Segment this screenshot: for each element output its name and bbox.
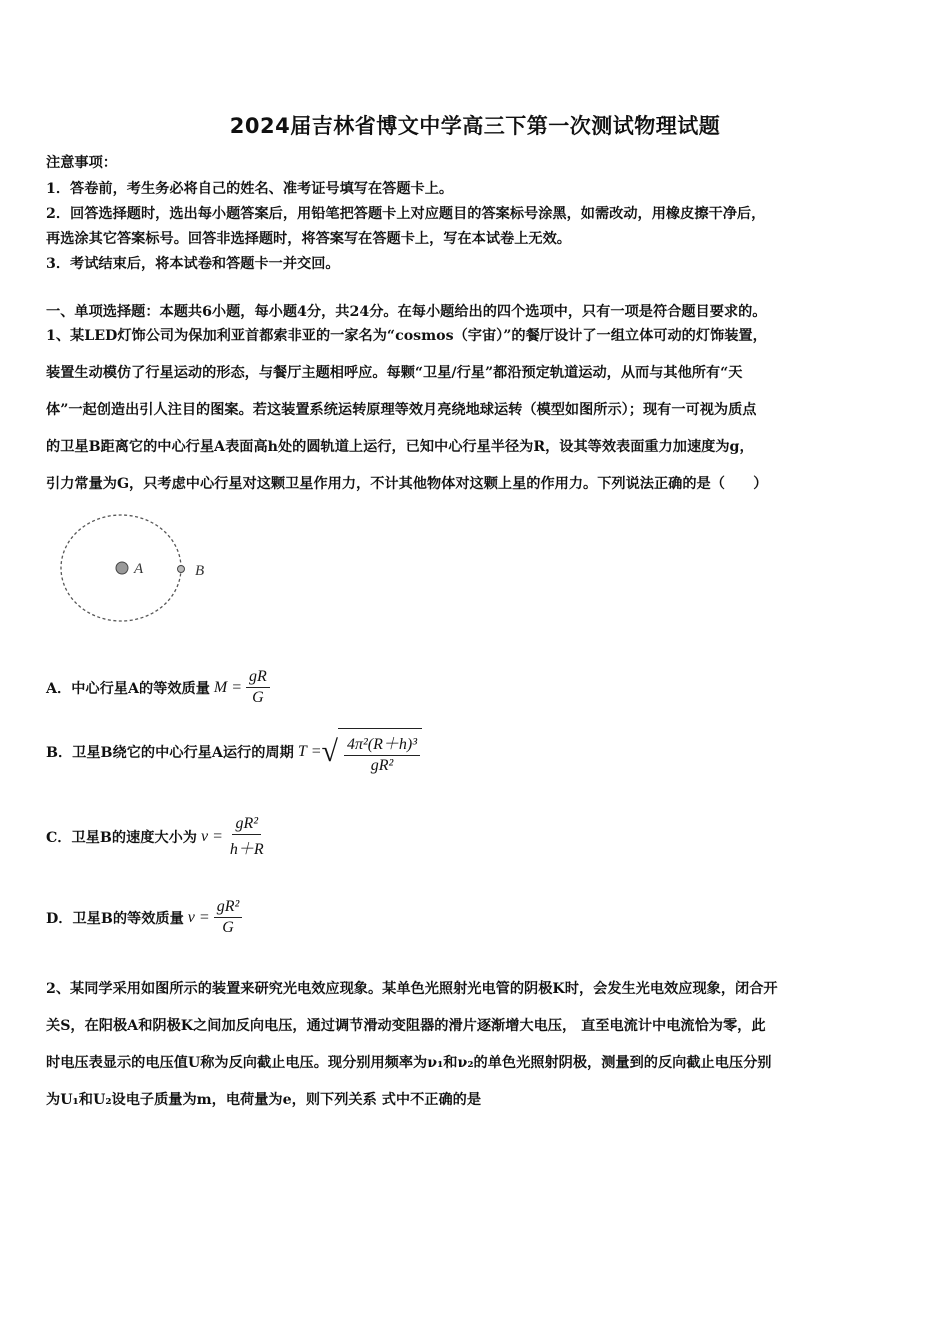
label-a: A xyxy=(134,561,144,577)
question-1-stem xyxy=(46,318,906,503)
option-c-formula: v = $\frac{\text{gR²}}{h+R}$ xyxy=(201,815,267,859)
option-c-text: C．卫星B的速度大小为 xyxy=(46,830,197,846)
q1-line: 体”一起创造出引人注目的图案。若这装置系统运转原理等效月亮绕地球运转（模型如图所示）；现有一可视为质点 xyxy=(46,402,757,418)
note-item-3: 3．考试结束后，将本试卷和答题卡一并交回。 xyxy=(46,256,340,272)
note-item-2-cont: 再选涂其它答案标号。回答非选择题时，将答案写在答题卡上，写在本试卷上无效。 xyxy=(46,231,571,247)
fraction-denominator: G xyxy=(222,919,234,936)
fraction-numerator: gR xyxy=(246,668,270,688)
option-d-text: D．卫星B的等效质量 xyxy=(46,910,184,927)
page-title: 2024届吉林省博文中学高三下第一次测试物理试题 xyxy=(229,114,721,138)
q1-line: 1、某LED灯饰公司为保加利亚首都索非亚的一家名为“cosmos（宇宙）”的餐厅设计了一组立体可动的灯饰装置， xyxy=(46,328,767,344)
planet-a xyxy=(116,562,128,574)
option-a-text: A．中心行星A的等效质量 xyxy=(46,680,210,697)
option-a-formula: M = $\frac{gR}{G}$ xyxy=(214,668,270,707)
fraction-denominator: h＋R xyxy=(229,841,264,858)
sqrt-icon: √ $\frac{\text{4π²(R＋h)³}}{\text{gR²}}$ xyxy=(322,728,423,775)
fraction-denominator: G xyxy=(252,689,264,706)
q2-line: 2、某同学采用如图所示的装置来研究光电效应现象。某单色光照射光电管的阴极K时，会发生光电效应现象，闭合开 xyxy=(46,981,778,997)
q2-line: 为U₁和U₂设电子质量为m，电荷量为e，则下列关系 式中不正确的是 xyxy=(46,1092,482,1108)
q1-line: 装置生动模仿了行星运动的形态，与餐厅主题相呼应。每颗“卫星/行星”都沿预定轨道运动，从而与其他所有“天 xyxy=(46,365,743,381)
fraction-numerator: gR² xyxy=(232,815,261,835)
fraction-numerator: gR² xyxy=(214,898,243,918)
option-b[interactable] xyxy=(46,728,422,775)
note-item-2: 2．回答选择题时，选出每小题答案后，用铅笔把答题卡上对应题目的答案标号涂黑，如需改动，用橡皮擦干净后， xyxy=(46,206,766,222)
option-d-formula: v = $\frac{\text{gR²}}{G}$ xyxy=(188,898,242,937)
option-a[interactable] xyxy=(46,668,270,707)
fraction-denominator: gR² xyxy=(370,757,394,774)
q2-line: 关S，在阳极A和阴极K之间加反向电压，通过调节滑动变阻器的滑片逐渐增大电压， 直至电流计中电流恰为零，此 xyxy=(46,1018,766,1034)
option-d[interactable] xyxy=(46,898,242,937)
note-item-1: 1．答卷前，考生务必将自己的姓名、准考证号填写在答题卡上。 xyxy=(46,181,454,197)
question-2-stem xyxy=(46,971,906,1119)
fraction-numerator: 4π²(R＋h)³ xyxy=(344,731,420,756)
notes-heading: 注意事项： xyxy=(46,155,117,171)
orbit-figure xyxy=(50,508,230,628)
option-b-text: B．卫星B绕它的中心行星A运行的周期 xyxy=(46,744,294,761)
option-b-formula: T = √ $\frac{\text{4π²(R＋h)³}}{\text{gR²}}$ xyxy=(298,728,422,775)
q1-line: 引力常量为G，只考虑中心行星对这颗卫星作用力，不计其他物体对这颗上星的作用力。下列说法正确的是（ ） xyxy=(46,476,768,492)
q1-line: 的卫星B距离它的中心行星A表面高h处的圆轨道上运行，已知中心行星半径为R，设其等效表面重力加速度为g， xyxy=(46,439,754,455)
section-heading: 一、单项选择题：本题共6小题，每小题4分，共24分。在每小题给出的四个选项中，只有一项是符合题目要求的。 xyxy=(46,304,767,320)
q2-line: 时电压表显示的电压值U称为反向截止电压。现分别用频率为ν₁和ν₂的单色光照射阴极，测量到的反向截止电压分别 xyxy=(46,1055,772,1071)
option-c[interactable] xyxy=(46,815,267,859)
satellite-b xyxy=(178,566,185,573)
label-b: B xyxy=(195,563,205,579)
